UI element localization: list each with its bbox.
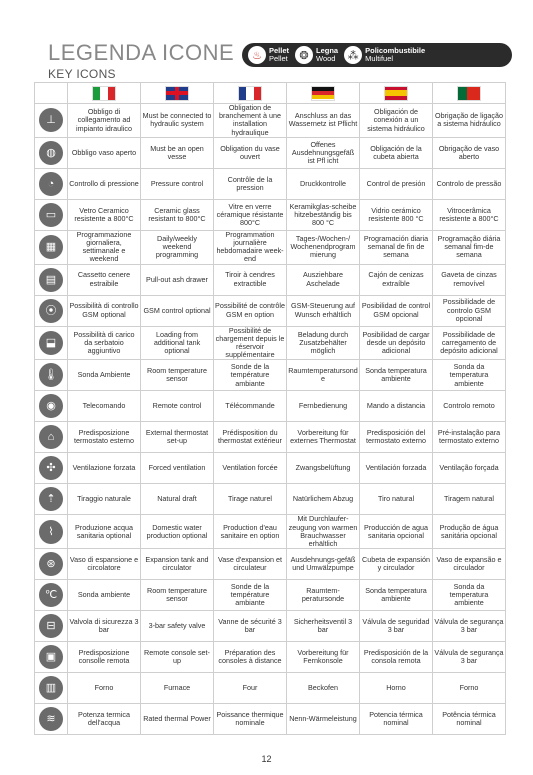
table-row bbox=[35, 422, 506, 453]
cell-fr: Sonde de la température ambiante bbox=[214, 580, 287, 611]
cell-en: Must be connected to hydraulic system bbox=[141, 104, 214, 138]
table-row bbox=[35, 549, 506, 580]
table-row bbox=[35, 580, 506, 611]
cell-de: Zwangsbelüftung bbox=[287, 453, 360, 484]
cell-fr: Vase d'expansion et circulateur bbox=[214, 549, 287, 580]
fuel-multifuel-label: Policombustibile bbox=[365, 46, 426, 55]
flag-english bbox=[141, 83, 214, 104]
thermometer-icon: 🌡 bbox=[39, 363, 63, 387]
cell-de: Beckofen bbox=[287, 673, 360, 704]
cell-en: Ceramic glass resistant to 800°C bbox=[141, 199, 214, 230]
cell-fr: Obligation du vase ouvert bbox=[214, 137, 287, 168]
cell-de: Nenn-Wärmeleistung bbox=[287, 704, 360, 735]
cell-it: Programmazione giornaliera, settimanale e weekend bbox=[68, 230, 141, 264]
pipe-icon: ⊥ bbox=[39, 108, 63, 132]
flag-portuguese bbox=[433, 83, 506, 104]
cell-it: Valvola di sicurezza 3 bar bbox=[68, 611, 141, 642]
cell-it: Predisposizione consolle remota bbox=[68, 642, 141, 673]
glass-icon: ▭ bbox=[39, 203, 63, 227]
programming-icon: ▦ bbox=[39, 235, 63, 259]
cell-es: Posibilidad de cargar desde un depósito adicional bbox=[360, 326, 433, 360]
cell-en: Domestic water production optional bbox=[141, 515, 214, 549]
flag-spanish bbox=[360, 83, 433, 104]
table-row bbox=[35, 453, 506, 484]
cell-it: Controllo di pressione bbox=[68, 168, 141, 199]
cell-pt: Sonda da temperatura ambiente bbox=[433, 360, 506, 391]
cell-es: Válvula de seguridad 3 bar bbox=[360, 611, 433, 642]
table-row bbox=[35, 326, 506, 360]
cell-pt: Gaveta de cinzas removível bbox=[433, 264, 506, 295]
cell-pt: Possibilidade de carregamento de depósito adicional bbox=[433, 326, 506, 360]
cell-es: Programación diaria semanal de fin de semana bbox=[360, 230, 433, 264]
cell-it: Obbligo vaso aperto bbox=[68, 137, 141, 168]
fan-icon: ✣ bbox=[39, 456, 63, 480]
cell-pt: Controlo de pressão bbox=[433, 168, 506, 199]
flag-german bbox=[287, 83, 360, 104]
cell-es: Predisposición de la consola remota bbox=[360, 642, 433, 673]
cell-es: Cubeta de expansión y circulador bbox=[360, 549, 433, 580]
cell-fr: Four bbox=[214, 673, 287, 704]
cell-en: Rated thermal Power bbox=[141, 704, 214, 735]
cell-es: Horno bbox=[360, 673, 433, 704]
header bbox=[48, 40, 518, 84]
cell-de: Offenes Ausdehnungsgefäß ist Pfl icht bbox=[287, 137, 360, 168]
cell-es: Producción de agua sanitaria opcional bbox=[360, 515, 433, 549]
cell-it: Telecomando bbox=[68, 391, 141, 422]
cell-en: Must be an open vesse bbox=[141, 137, 214, 168]
table-row bbox=[35, 642, 506, 673]
cell-pt: Obrigação de ligação a sistema hidráulico bbox=[433, 104, 506, 138]
cell-es: Predisposición del termostato externo bbox=[360, 422, 433, 453]
cell-it: Sonda Ambiente bbox=[68, 360, 141, 391]
cell-pt: Válvula de segurança 3 bar bbox=[433, 642, 506, 673]
cell-en: Natural draft bbox=[141, 484, 214, 515]
fuel-multifuel bbox=[344, 46, 425, 64]
table-row bbox=[35, 611, 506, 642]
cell-fr: Contrôle de la pression bbox=[214, 168, 287, 199]
flag-french bbox=[214, 83, 287, 104]
cell-de: Vorbereitung für externes Thermostat bbox=[287, 422, 360, 453]
cell-fr: Poissance thermique nominale bbox=[214, 704, 287, 735]
cell-pt: Pré-instalação para termostato externo bbox=[433, 422, 506, 453]
cell-it: Possibilità di controllo GSM optional bbox=[68, 295, 141, 326]
table-row bbox=[35, 704, 506, 735]
cell-en: Expansion tank and circulator bbox=[141, 549, 214, 580]
cell-en: External thermostat set-up bbox=[141, 422, 214, 453]
cell-es: Obligación de conexión a un sistema hidráulico bbox=[360, 104, 433, 138]
cell-fr: Tiroir à cendres extractible bbox=[214, 264, 287, 295]
page-subtitle: KEY ICONS bbox=[48, 67, 116, 81]
cell-es: Cajón de cenizas extraíble bbox=[360, 264, 433, 295]
flag-italian bbox=[68, 83, 141, 104]
cell-fr: Tirage naturel bbox=[214, 484, 287, 515]
cell-es: Posibilidad de control GSM opcional bbox=[360, 295, 433, 326]
cell-de: Druckkontrolle bbox=[287, 168, 360, 199]
cell-it: Predisposizione termostato esterno bbox=[68, 422, 141, 453]
cell-pt: Possibilidade de controlo GSM opcional bbox=[433, 295, 506, 326]
cell-es: Mando a distancia bbox=[360, 391, 433, 422]
table-row bbox=[35, 391, 506, 422]
cell-en: Furnace bbox=[141, 673, 214, 704]
table-row bbox=[35, 360, 506, 391]
cell-pt: Ventilação forçada bbox=[433, 453, 506, 484]
tank-icon: ⬓ bbox=[39, 331, 63, 355]
page-number: 12 bbox=[261, 754, 272, 764]
cell-en: Pull-out ash drawer bbox=[141, 264, 214, 295]
tap-icon: ⌇ bbox=[39, 520, 63, 544]
water-power-icon: ≋ bbox=[39, 707, 63, 731]
cell-it: Forno bbox=[68, 673, 141, 704]
cell-fr: Prédisposition du thermostat extérieur bbox=[214, 422, 287, 453]
cell-pt: Controlo remoto bbox=[433, 391, 506, 422]
expansion-vessel-icon: ◍ bbox=[39, 141, 63, 165]
cell-pt: Potência térmica nominal bbox=[433, 704, 506, 735]
cell-de: GSM-Steuerung auf Wunsch erhältlich bbox=[287, 295, 360, 326]
cell-it: Potenza termica dell'acqua bbox=[68, 704, 141, 735]
cell-pt: Válvula de segurança 3 bar bbox=[433, 611, 506, 642]
cell-de: Natürlichem Abzug bbox=[287, 484, 360, 515]
multifuel-icon: ⁂ bbox=[344, 46, 362, 64]
cell-fr: Production d'eau sanitaire en option bbox=[214, 515, 287, 549]
remote-console-icon: ▣ bbox=[39, 645, 63, 669]
fuel-pellet bbox=[248, 46, 289, 64]
cell-es: Vidrio cerámico resistente 800 °C bbox=[360, 199, 433, 230]
cell-es: Control de presión bbox=[360, 168, 433, 199]
table-row bbox=[35, 295, 506, 326]
fuel-wood bbox=[295, 46, 338, 64]
cell-pt: Vaso de expansão e circulador bbox=[433, 549, 506, 580]
cell-pt: Programação diária semanal fim-de semana bbox=[433, 230, 506, 264]
circulator-icon: ⊛ bbox=[39, 552, 63, 576]
fuel-pellet-label-en: Pellet bbox=[269, 54, 288, 63]
table-row bbox=[35, 168, 506, 199]
ash-drawer-icon: ▤ bbox=[39, 268, 63, 292]
table-row bbox=[35, 104, 506, 138]
cell-en: Daily/weekly weekend programming bbox=[141, 230, 214, 264]
log-icon: ❂ bbox=[295, 46, 313, 64]
cell-it: Vaso di espansione e circolatore bbox=[68, 549, 141, 580]
cell-pt: Produção de água sanitária opcional bbox=[433, 515, 506, 549]
cell-en: Room temperature sensor bbox=[141, 360, 214, 391]
cell-de: Ausziehbare Aschelade bbox=[287, 264, 360, 295]
cell-it: Obbligo di collegamento ad impianto idraulico bbox=[68, 104, 141, 138]
table-row bbox=[35, 673, 506, 704]
cell-es: Ventilación forzada bbox=[360, 453, 433, 484]
cell-pt: Sonda da temperatura ambiente bbox=[433, 580, 506, 611]
page-title: LEGENDA ICONE bbox=[48, 40, 235, 65]
table-row bbox=[35, 484, 506, 515]
cell-fr: Programmation journalière hebdomadaire week-end bbox=[214, 230, 287, 264]
remote-icon: ◉ bbox=[39, 394, 63, 418]
icon-legend-table bbox=[34, 82, 506, 735]
cell-es: Obligación de la cubeta abierta bbox=[360, 137, 433, 168]
cell-fr: Vanne de sécurité 3 bar bbox=[214, 611, 287, 642]
cell-it: Cassetto cenere estraibile bbox=[68, 264, 141, 295]
cell-it: Sonda ambiente bbox=[68, 580, 141, 611]
cell-fr: Ventilation forcée bbox=[214, 453, 287, 484]
cell-it: Tiraggio naturale bbox=[68, 484, 141, 515]
cell-en: Forced ventilation bbox=[141, 453, 214, 484]
cell-fr: Obligation de branchement à une installation hydraulique bbox=[214, 104, 287, 138]
cell-it: Produzione acqua sanitaria optional bbox=[68, 515, 141, 549]
cell-es: Sonda temperatura ambiente bbox=[360, 360, 433, 391]
fuel-wood-label-en: Wood bbox=[316, 54, 336, 63]
gauge-icon: ◔ bbox=[39, 172, 63, 196]
fuel-wood-label: Legna bbox=[316, 46, 339, 55]
cell-fr: Télécommande bbox=[214, 391, 287, 422]
table-row bbox=[35, 515, 506, 549]
cell-de: Fernbedienung bbox=[287, 391, 360, 422]
cell-de: Raumtem-peratursonde bbox=[287, 580, 360, 611]
cell-it: Vetro Ceramico resistente a 800°C bbox=[68, 199, 141, 230]
cell-fr: Vitre en verre céramique résistante 800°C bbox=[214, 199, 287, 230]
table-row bbox=[35, 230, 506, 264]
cell-en: Pressure control bbox=[141, 168, 214, 199]
cell-fr: Possibilité de chargement depuis le réservoir supplémentaire bbox=[214, 326, 287, 360]
cell-en: Remote console set-up bbox=[141, 642, 214, 673]
cell-en: Loading from additional tank optional bbox=[141, 326, 214, 360]
cell-de: Anschluss an das Wassernetz ist Pflicht bbox=[287, 104, 360, 138]
sensor-icon: ℃ bbox=[39, 583, 63, 607]
cell-es: Potencia térmica nominal bbox=[360, 704, 433, 735]
thermostat-icon: ⌂ bbox=[39, 425, 63, 449]
flag-row bbox=[35, 83, 506, 104]
table-row bbox=[35, 137, 506, 168]
cell-de: Raumtemperatursond e bbox=[287, 360, 360, 391]
cell-de: Vorbereitung für Fernkonsole bbox=[287, 642, 360, 673]
valve-icon: ⊟ bbox=[39, 614, 63, 638]
oven-icon: ▥ bbox=[39, 676, 63, 700]
table-row bbox=[35, 264, 506, 295]
cell-en: 3-bar safety valve bbox=[141, 611, 214, 642]
gsm-icon: ⦿ bbox=[39, 299, 63, 323]
cell-fr: Préparation des consoles à distance bbox=[214, 642, 287, 673]
cell-de: Mit Durchlaufer-zeugung von warmen Brauchwasser erhältlich bbox=[287, 515, 360, 549]
draft-icon: ⇡ bbox=[39, 487, 63, 511]
cell-es: Tiro natural bbox=[360, 484, 433, 515]
cell-pt: Tiragem natural bbox=[433, 484, 506, 515]
fuel-multifuel-label-en: Multifuel bbox=[365, 54, 394, 63]
cell-pt: Forno bbox=[433, 673, 506, 704]
cell-de: Beladung durch Zusatzbehälter möglich bbox=[287, 326, 360, 360]
cell-de: Tages-/Wochen-/ Wochenendprogram mierung bbox=[287, 230, 360, 264]
table-row bbox=[35, 199, 506, 230]
cell-fr: Sonde de la température ambiante bbox=[214, 360, 287, 391]
fuel-pellet-label: Pellet bbox=[269, 46, 290, 55]
fuel-legend bbox=[242, 43, 512, 67]
cell-de: Keramikglas-scheibe hitzebeständig bis 800 °C bbox=[287, 199, 360, 230]
cell-fr: Possibilité de contrôle GSM en option bbox=[214, 295, 287, 326]
cell-it: Possibilità di carico da serbatoio aggiuntivo bbox=[68, 326, 141, 360]
cell-de: Sicherheitsventil 3 bar bbox=[287, 611, 360, 642]
cell-en: Room temperature sensor bbox=[141, 580, 214, 611]
flame-icon: ♨ bbox=[248, 46, 266, 64]
cell-pt: Obrigação de vaso aberto bbox=[433, 137, 506, 168]
cell-pt: Vitrocerâmica resistente a 800°C bbox=[433, 199, 506, 230]
cell-it: Ventilazione forzata bbox=[68, 453, 141, 484]
cell-es: Sonda temperatura ambiente bbox=[360, 580, 433, 611]
cell-en: GSM control optional bbox=[141, 295, 214, 326]
cell-de: Ausdehnungs-gefäß und Umwälzpumpe bbox=[287, 549, 360, 580]
cell-en: Remote control bbox=[141, 391, 214, 422]
